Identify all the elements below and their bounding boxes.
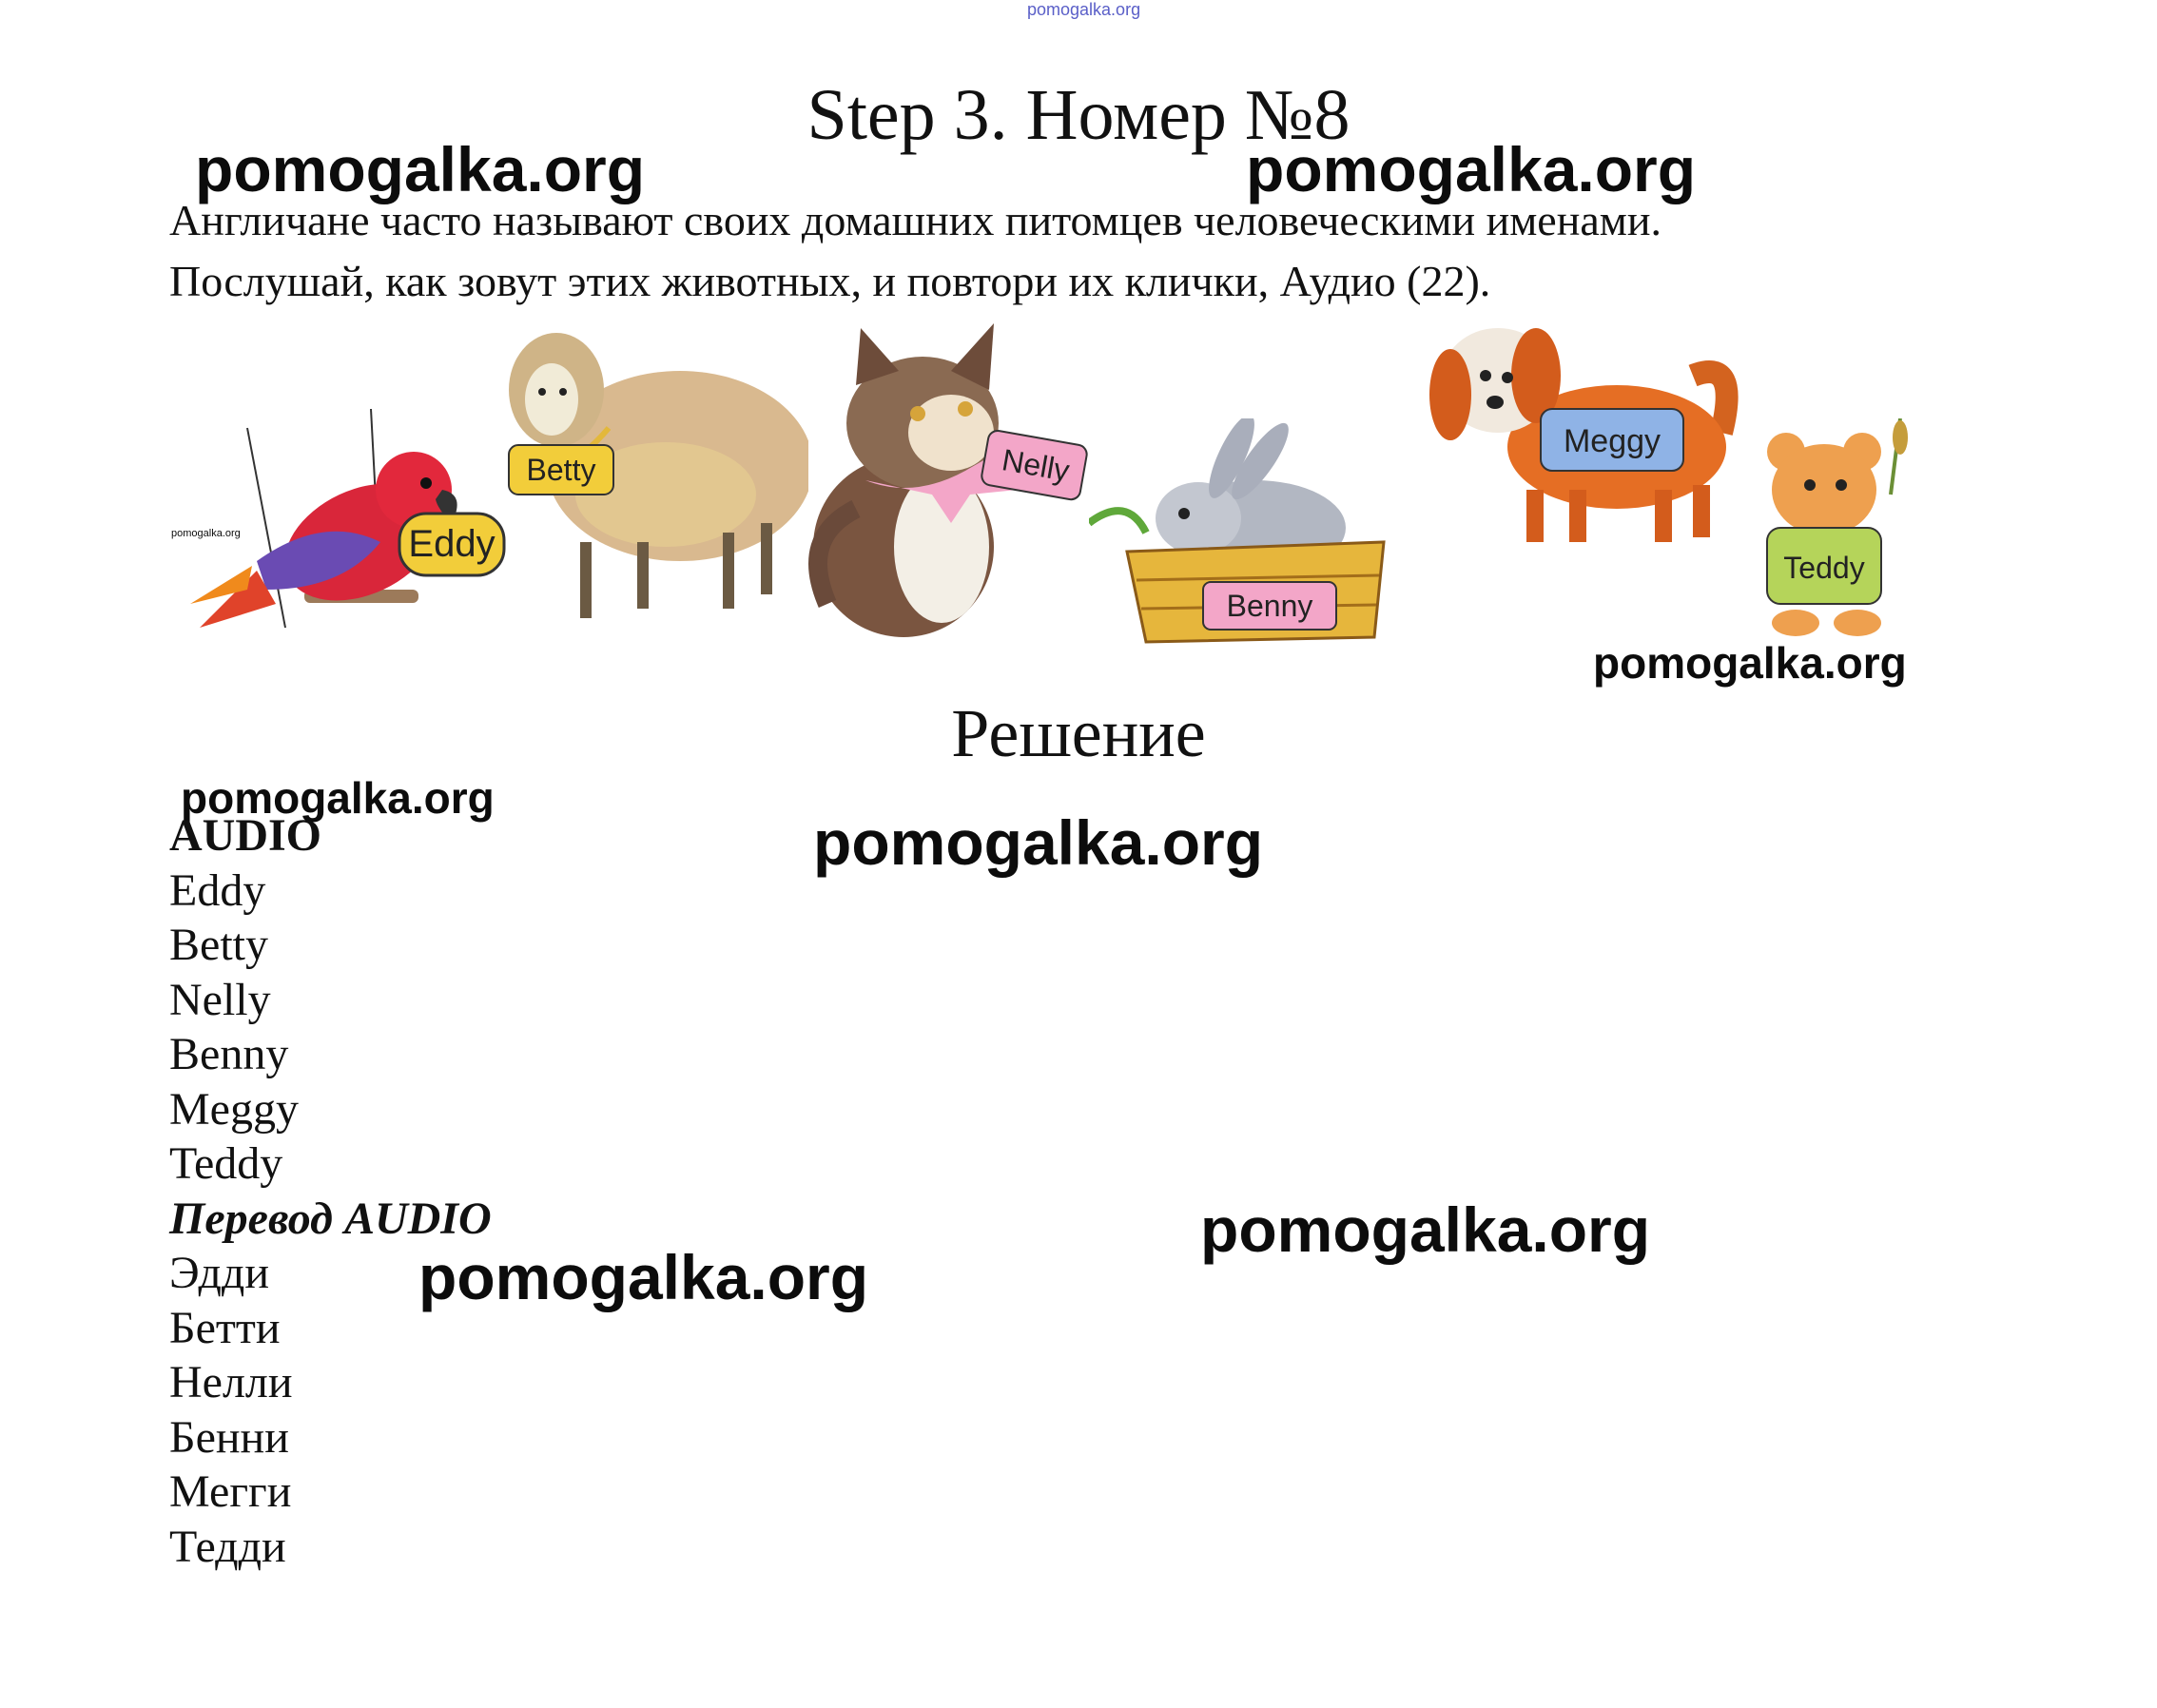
watermark-2: pomogalka.org: [1246, 134, 1697, 204]
translation-item: Бетти: [169, 1302, 281, 1353]
translation-item: Бенни: [169, 1411, 289, 1463]
watermark-3: pomogalka.org: [1593, 638, 1907, 688]
translation-item: Тедди: [169, 1521, 286, 1572]
translation-item: Мегги: [169, 1466, 292, 1517]
translation-heading: Перевод AUDIO: [169, 1193, 492, 1244]
hamster-illustration: [1748, 418, 1919, 647]
dog-illustration: [1427, 319, 1750, 556]
site-link-top[interactable]: pomogalka.org: [1027, 0, 1141, 19]
watermark-4: pomogalka.org: [181, 773, 495, 823]
pet-tag-0: Eddy: [408, 523, 496, 565]
intro-line-1: Англичане часто называют своих домашних питомцев человеческими именами.: [169, 196, 1661, 244]
solution-list: [169, 808, 492, 1574]
parrot-illustration: [181, 399, 514, 647]
page-title: Step 3. Номер №8: [806, 75, 1351, 155]
pet-tag-4: Meggy: [1563, 423, 1661, 459]
intro-line-2: Послушай, как зовут этих животных, и повтори их клички, Аудио (22).: [169, 257, 1491, 305]
cat-illustration: [808, 319, 1094, 642]
pet-tag-3: Benny: [1226, 589, 1313, 623]
pet-tag-5: Teddy: [1783, 551, 1865, 585]
sheep-illustration: [504, 323, 808, 628]
watermark-6: pomogalka.org: [1200, 1194, 1651, 1265]
pet-tag-1: Betty: [526, 453, 596, 487]
intro-text: [169, 190, 1976, 312]
watermark-5: pomogalka.org: [813, 807, 1264, 878]
audio-item: Nelly: [169, 974, 271, 1025]
watermark-7: pomogalka.org: [418, 1242, 869, 1312]
solution-heading: Решение: [951, 695, 1206, 771]
watermark-1: pomogalka.org: [195, 134, 646, 204]
audio-heading: AUDIO: [169, 810, 322, 861]
rabbit-illustration: [1089, 418, 1431, 647]
audio-item: Betty: [169, 920, 268, 970]
translation-item: Эдди: [169, 1248, 270, 1298]
audio-item: Eddy: [169, 864, 266, 916]
audio-item: Benny: [169, 1029, 289, 1079]
audio-item: Teddy: [169, 1138, 283, 1189]
watermark-small: pomogalka.org: [171, 528, 241, 539]
translation-item: Нелли: [169, 1357, 293, 1407]
audio-item: Meggy: [169, 1083, 299, 1135]
pet-tag-2: Nelly: [999, 442, 1073, 488]
